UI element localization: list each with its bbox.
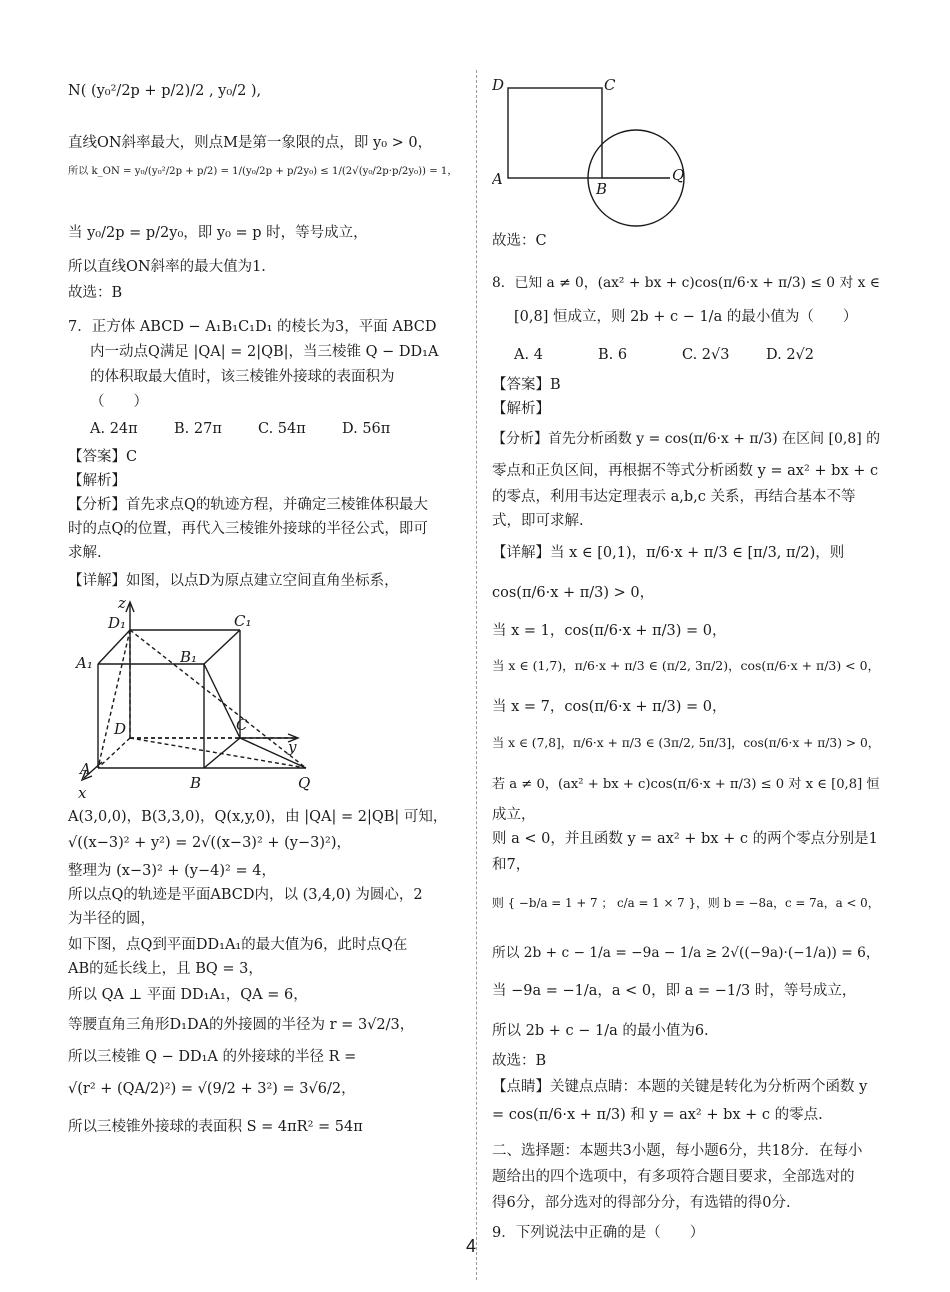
text-line: 当 x ∈ (7,8]，π/6·x + π/3 ∈ (3π/2, 5π/3]，cos(π/6·x + π/3) > 0，: [492, 736, 880, 750]
square-label-a: A: [492, 170, 503, 188]
text-line: 则 { −b/a = 1 + 7 ； c/a = 1 × 7 }，则 b = −8a，c = 7a，a < 0，: [492, 896, 880, 910]
question-8-line: 8．已知 a ≠ 0，(ax² + bx + c)cos(π/6·x + π/3) ≤ 0 对 x ∈: [492, 275, 880, 291]
cube-label-c: C: [236, 716, 248, 734]
cube-label-x: x: [78, 784, 87, 802]
text-line: 直线ON斜率最大，则点M是第一象限的点，即 y₀ > 0，: [68, 135, 433, 151]
text-line: 为半径的圆，: [68, 911, 155, 927]
text-line: 【分析】首先求点Q的轨迹方程，并确定三棱锥体积最大: [68, 497, 428, 513]
text-line: AB的延长线上，且 BQ = 3，: [68, 961, 263, 977]
text-line: A(3,0,0)，B(3,3,0)，Q(x,y,0)，由 |QA| = 2|QB| 可知，: [68, 809, 448, 825]
cube-label-d1: D₁: [108, 614, 127, 632]
text-line: 成立，: [492, 807, 536, 823]
question-9-line: 9．下列说法中正确的是（ ）: [492, 1225, 705, 1241]
text-line: 整理为 (x−3)² + (y−4)² = 4，: [68, 863, 276, 879]
text-line: 得6分，部分选对的得部分分，有选错的得0分.: [492, 1195, 791, 1211]
cube-label-y: y: [288, 738, 297, 756]
text-line: 和7，: [492, 857, 531, 873]
question-8-line: [0,8] 恒成立，则 2b + c − 1/a 的最小值为（ ）: [514, 309, 858, 325]
cube-label-q: Q: [298, 774, 311, 792]
text-line: 当 y₀/2p = p/2y₀，即 y₀ = p 时，等号成立，: [68, 225, 368, 241]
text-line: 【详解】如图，以点D为原点建立空间直角坐标系，: [68, 573, 399, 589]
option-b: B. 6: [598, 347, 628, 363]
text-line: 所以 2b + c − 1/a 的最小值为6.: [492, 1023, 709, 1039]
question-7-line: 内一动点Q满足 |QA| = 2|QB|，当三棱锥 Q − DD₁A: [90, 344, 439, 360]
cube-label-c1: C₁: [234, 612, 252, 630]
square-label-c: C: [604, 76, 616, 94]
text-line: 当 x ∈ (1,7)，π/6·x + π/3 ∈ (π/2, 3π/2)，cos(π/6·x + π/3) < 0，: [492, 658, 880, 673]
text-line: 零点和正负区间，再根据不等式分析函数 y = ax² + bx + c: [492, 463, 879, 479]
text-line: 所以 k_ON = y₀/(y₀²/2p + p/2) = 1/(y₀/2p + p/2y₀) ≤ 1/(2√(y₀/2p·p/2y₀)) = 1，: [68, 166, 458, 177]
text-line: 题给出的四个选项中，有多项符合题目要求，全部选对的: [492, 1169, 855, 1185]
text-line: 【解析】: [68, 473, 126, 489]
option-c: C. 54π: [258, 421, 306, 437]
text-line: 【详解】当 x ∈ [0,1)，π/6·x + π/3 ∈ [π/3, π/2)，则: [492, 545, 845, 561]
question-7-line: 7．正方体 ABCD − A₁B₁C₁D₁ 的棱长为3，平面 ABCD: [68, 319, 437, 335]
text-line: N( (y₀²/2p + p/2)/2 , y₀/2 ),: [68, 83, 262, 99]
text-line: 【点睛】关键点点睛：本题的关键是转化为分析两个函数 y: [492, 1079, 868, 1095]
text-line: 则 a < 0，并且函数 y = ax² + bx + c 的两个零点分别是1: [492, 831, 878, 847]
text-line: 当 −9a = −1/a，a < 0，即 a = −1/3 时，等号成立，: [492, 983, 857, 999]
text-line: √(r² + (QA/2)²) = √(9/2 + 3²) = 3√6/2，: [68, 1081, 356, 1097]
text-line: cos(π/6·x + π/3) > 0，: [492, 585, 655, 601]
option-b: B. 27π: [174, 421, 222, 437]
section-heading: 二、选择题：本题共3小题，每小题6分，共18分．在每小: [492, 1143, 863, 1159]
square-label-q: Q: [672, 166, 685, 184]
text-line: √((x−3)² + y²) = 2√((x−3)² + (y−3)²)，: [68, 835, 351, 851]
text-line: 【分析】首先分析函数 y = cos(π/6·x + π/3) 在区间 [0,8] 的: [492, 431, 881, 447]
square-label-d: D: [492, 76, 505, 94]
option-a: A. 24π: [90, 421, 138, 437]
cube-label-z: z: [118, 594, 126, 612]
option-d: D. 56π: [342, 421, 391, 437]
text-line: 当 x = 1，cos(π/6·x + π/3) = 0，: [492, 623, 727, 639]
text-line: 式，即可求解.: [492, 513, 584, 529]
cube-label-b: B: [190, 774, 202, 792]
text-line: 所以直线ON斜率的最大值为1.: [68, 259, 266, 275]
question-7-options: [90, 418, 390, 441]
answer-line: 【答案】C: [68, 449, 138, 465]
text-line: 的零点，利用韦达定理表示 a,b,c 关系，再结合基本不等: [492, 489, 856, 505]
text-line: 所以三棱锥 Q − DD₁A 的外接球的半径 R =: [68, 1049, 357, 1065]
text-line: 故选：B: [492, 1053, 547, 1069]
cube-diagram: [74, 592, 324, 802]
cube-label-d: D: [114, 720, 127, 738]
question-8-options: [514, 344, 814, 367]
cube-label-b1: B₁: [180, 648, 198, 666]
option-c: C. 2√3: [682, 347, 730, 363]
text-line: 所以三棱锥外接球的表面积 S = 4πR² = 54π: [68, 1119, 363, 1135]
text-line: 等腰直角三角形D₁DA的外接圆的半径为 r = 3√2/3，: [68, 1017, 415, 1033]
square-circle-diagram: [492, 72, 702, 232]
text-line: 故选：B: [68, 285, 123, 301]
answer-line: 【答案】B: [492, 377, 561, 393]
option-a: A. 4: [514, 347, 543, 363]
text-line: 当 x = 7，cos(π/6·x + π/3) = 0，: [492, 699, 727, 715]
text-line: 如下图，点Q到平面DD₁A₁的最大值为6，此时点Q在: [68, 937, 408, 953]
cube-label-a1: A₁: [76, 654, 93, 672]
text-line: 所以 2b + c − 1/a = −9a − 1/a ≥ 2√((−9a)·(−1/a)) = 6，: [492, 945, 880, 961]
square-circle-figure: [492, 72, 702, 232]
option-d: D. 2√2: [766, 347, 815, 363]
square-label-b: B: [596, 180, 608, 198]
text-line: 所以点Q的轨迹是平面ABCD内，以 (3,4,0) 为圆心，2: [68, 887, 423, 903]
cube-label-a: A: [80, 760, 91, 778]
text-line: 时的点Q的位置，再代入三棱锥外接球的半径公式，即可: [68, 521, 428, 537]
cube-figure: [74, 592, 324, 802]
question-7-line: 的体积取最大值时，该三棱锥外接球的表面积为: [90, 369, 395, 385]
text-line: = cos(π/6·x + π/3) 和 y = ax² + bx + c 的零点.: [492, 1107, 823, 1123]
page-number: 4: [466, 1236, 477, 1256]
question-7-line: （ ）: [90, 394, 148, 410]
text-line: 【解析】: [492, 401, 550, 417]
text-line: 故选：C: [492, 233, 547, 249]
text-line: 若 a ≠ 0，(ax² + bx + c)cos(π/6·x + π/3) ≤ 0 对 x ∈ [0,8] 恒: [492, 777, 880, 792]
text-line: 所以 QA ⊥ 平面 DD₁A₁，QA = 6，: [68, 987, 308, 1003]
column-divider: [476, 70, 477, 1280]
text-line: 求解.: [68, 545, 102, 561]
